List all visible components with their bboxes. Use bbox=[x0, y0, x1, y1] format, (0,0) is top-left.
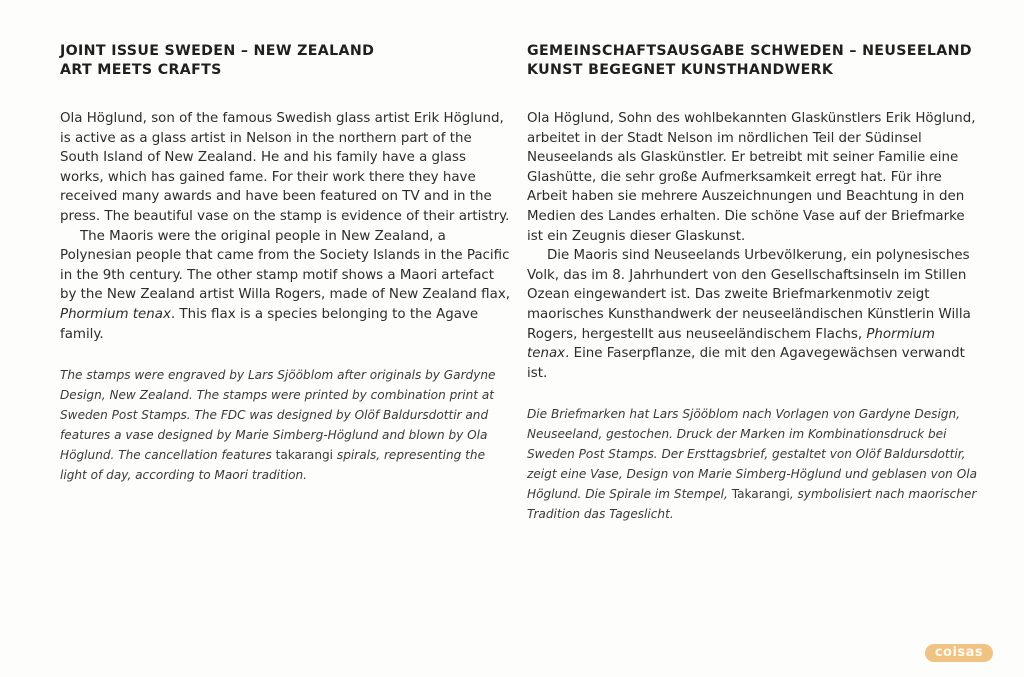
english-credits-text-b: spirals, representing the light of day, according to Maori tradition. bbox=[60, 448, 486, 483]
german-paragraph-2-text-a: Die Maoris sind Neuseelands Urbevölkerung, ein polynesisches Volk, das im 8. Jahrhundert von den Gesellschaftsinseln im Stillen Ozean eingewandert ist. Das zweite Briefmarkenmotiv zeigt maorisches Kunsthandwerk der neuseeländischen Künstlerin Willa Rogers, hergestellt aus neuseeländischem Flachs, bbox=[527, 248, 971, 342]
german-heading bbox=[527, 42, 977, 80]
german-credits-text-a: Die Briefmarken hat Lars Sjööblom nach Vorlagen von Gardyne Design, Neuseeland, gestochen. Druck der Marken im Kombinationsdruck bei Sweden Post Stamps. Der Ersttagsbrief, gestaltet von Olöf Baldursdottir, zeigt eine Vase, Design von Marie Simberg-Höglund und geblasen von Ola Höglund. Die Spirale im Stempel, bbox=[527, 407, 977, 502]
german-heading-line1: GEMEINSCHAFTSAUSGABE SCHWEDEN – NEUSEELAND bbox=[527, 43, 972, 59]
german-heading-line2: KUNST BEGEGNET KUNSTHANDWERK bbox=[527, 62, 834, 78]
english-credits-word: takarangi bbox=[275, 448, 334, 463]
english-credits-text-a: The stamps were engraved by Lars Sjööblom after originals by Gardyne Design, New Zealand. The stamps were printed by combination print at Sweden Post Stamps. The FDC was designed by Olöf Baldursdottir and features a vase designed by Marie Simberg-Höglund and blown by Ola Höglund. The cancellation features bbox=[60, 368, 496, 463]
coisas-logo-text: coisas bbox=[934, 645, 984, 660]
english-heading-line1: JOINT ISSUE SWEDEN – NEW ZEALAND bbox=[60, 43, 375, 59]
english-heading bbox=[60, 42, 510, 80]
german-paragraph-2 bbox=[527, 246, 977, 383]
german-credits bbox=[527, 404, 977, 524]
coisas-logo bbox=[925, 644, 993, 662]
english-column bbox=[60, 42, 510, 485]
english-credits bbox=[60, 365, 510, 485]
english-paragraph-1: Ola Höglund, son of the famous Swedish glass artist Erik Höglund, is active as a glass artist in Nelson in the northern part of the South Island of New Zealand. He and his family have a glass works, which has gained fame. For their work there they have received many awards and have been featured on TV and in the press. The beautiful vase on the stamp is evidence of their artistry. bbox=[60, 111, 510, 224]
english-paragraph-2 bbox=[60, 227, 510, 345]
german-paragraph-2-text-b: . Eine Faserpflanze, die mit den Agavegewächsen verwandt ist. bbox=[527, 346, 965, 381]
german-species-name: Phormium tenax bbox=[527, 326, 935, 362]
german-paragraph-1: Ola Höglund, Sohn des wohlbekannten Glaskünstlers Erik Höglund, arbeitet in der Stadt Nelson im nördlichen Teil der Südinsel Neuseelands als Glaskünstler. Er betreibt mit seiner Familie eine Glashütte, die sehr große Aufmerksamkeit erregt hat. Für ihre Arbeit haben sie mehrere Auszeichnungen und Beachtung in den Medien des Landes erhalten. Die schöne Vase auf der Briefmarke ist ein Zeugnis dieser Glaskunst. bbox=[527, 111, 976, 244]
german-column bbox=[527, 42, 977, 524]
german-credits-text-b: , symbolisiert nach maorischer Tradition das Tageslicht. bbox=[527, 487, 977, 522]
english-species-name: Phormium tenax bbox=[60, 306, 171, 322]
english-paragraph-2-text-a: The Maoris were the original people in New Zealand, a Polynesian people that came from the Society Islands in the Pacific in the 9th century. The other stamp motif shows a Maori artefact by the New Zealand artist Willa Rogers, made of New Zealand flax, bbox=[60, 228, 511, 303]
german-credits-word: Takarangi bbox=[731, 487, 790, 502]
english-paragraph-2-text-b: . This flax is a species belonging to the Agave family. bbox=[60, 306, 479, 342]
english-body bbox=[60, 109, 510, 344]
german-body bbox=[527, 109, 977, 383]
english-heading-line2: ART MEETS CRAFTS bbox=[60, 62, 222, 78]
